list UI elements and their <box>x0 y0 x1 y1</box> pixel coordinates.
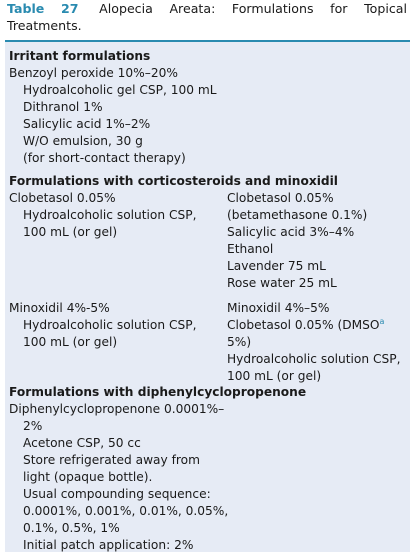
cortico-left1-line: Hydroalcoholic solution CSP, <box>23 208 197 222</box>
irritant-line: Dithranol 1% <box>23 100 103 114</box>
cortico-right2-line: 5%) <box>227 335 252 349</box>
dpcp-line: 2% <box>23 419 43 433</box>
dpcp-line: 0.1%, 0.5%, 1% <box>23 521 120 535</box>
dpcp-line: Diphenylcyclopropenone 0.0001%– <box>9 402 225 416</box>
irritant-line: Hydroalcoholic gel CSP, 100 mL <box>23 83 217 97</box>
dpcp-line: Initial patch application: 2% <box>23 538 194 552</box>
irritant-line: Benzoyl peroxide 10%–20% <box>9 66 178 80</box>
cortico-right1-line: Ethanol <box>227 242 274 256</box>
table-number: 27 <box>60 1 79 16</box>
irritant-line: W/O emulsion, 30 g <box>23 134 143 148</box>
table-caption <box>7 0 407 34</box>
cortico-right1-line: Rose water 25 mL <box>227 276 337 290</box>
cortico-right2-line: Hydroalcoholic solution CSP, <box>227 352 401 366</box>
cortico-left2-line: 100 mL (or gel) <box>23 335 118 349</box>
cortico-right2-line <box>227 317 384 334</box>
dpcp-line: Store refrigerated away from <box>23 453 200 467</box>
cortico-left1-line: 100 mL (or gel) <box>23 225 118 239</box>
cortico-left2-line: Minoxidil 4%-5% <box>9 301 110 315</box>
cortico-right2-line: 100 mL (or gel) <box>227 369 322 383</box>
cortico-left2-line: Hydroalcoholic solution CSP, <box>23 318 197 332</box>
section-heading-irritant: Irritant formulations <box>9 49 151 63</box>
dpcp-line: Usual compounding sequence: <box>23 487 211 501</box>
cortico-right1-line: Clobetasol 0.05% <box>227 191 334 205</box>
cortico-right1-line: (betamethasone 0.1%) <box>227 208 368 222</box>
cortico-right2-line: Minoxidil 4%–5% <box>227 301 330 315</box>
caption-title-line1: Alopecia Areata: Formulations for Topical <box>99 1 407 16</box>
dpcp-line: 0.0001%, 0.001%, 0.01%, 0.05%, <box>23 504 229 518</box>
clobetasol-dmso-text: Clobetasol 0.05% (DMSO <box>227 318 380 332</box>
section-heading-corticosteroids: Formulations with corticosteroids and minoxidil <box>9 174 338 188</box>
table-label: Table <box>7 1 45 16</box>
footnote-marker: a <box>379 317 385 326</box>
section-heading-dpcp: Formulations with diphenylcyclopropenone <box>9 385 307 399</box>
irritant-line: Salicylic acid 1%–2% <box>23 117 151 131</box>
dpcp-line: light (opaque bottle). <box>23 470 153 484</box>
cortico-left1-line: Clobetasol 0.05% <box>9 191 116 205</box>
cortico-right1-line: Salicylic acid 3%–4% <box>227 225 355 239</box>
cortico-right1-line: Lavender 75 mL <box>227 259 326 273</box>
table-panel <box>5 40 410 552</box>
dpcp-line: Acetone CSP, 50 cc <box>23 436 141 450</box>
caption-title-line2: Treatments. <box>7 18 82 33</box>
irritant-line: (for short-contact therapy) <box>23 151 186 165</box>
